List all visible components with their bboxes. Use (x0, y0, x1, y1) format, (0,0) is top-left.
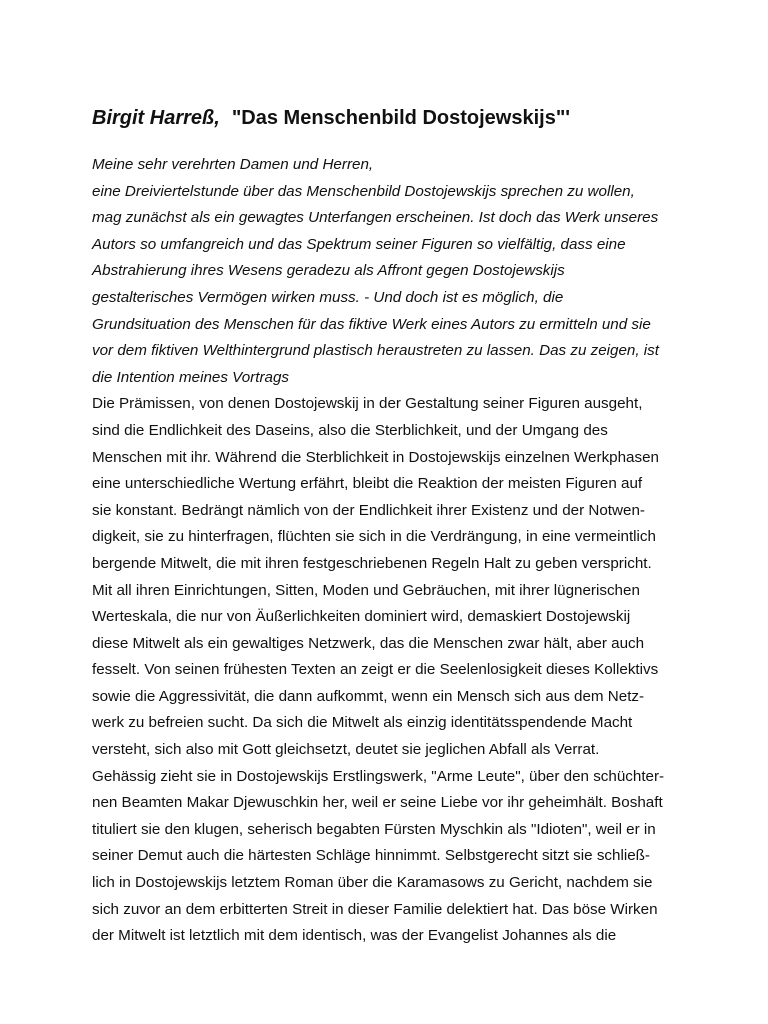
body-line: lich in Dostojewskijs letztem Roman über die Karamasows zu Gericht, nachdem sie (92, 874, 653, 892)
body-line: digkeit, sie zu hinterfragen, flüchten sie sich in die Verdrängung, in eine vermeintlich (92, 528, 656, 546)
body-line: bergende Mitwelt, die mit ihren festgeschriebenen Regeln Halt zu geben verspricht. (92, 554, 652, 572)
body-paragraph (92, 391, 692, 949)
body-line: werk zu befreien sucht. Da sich die Mitwelt als einzig identitätsspendende Macht (92, 714, 633, 732)
body-line: Werteskala, die nur von Äußerlichkeiten dominiert wird, demaskiert Dostojewskij (92, 608, 631, 626)
lecture-title: "Das Menschenbild Dostojewskijs"' (231, 107, 571, 129)
body-line: diese Mitwelt als ein gewaltiges Netzwerk, das die Menschen zwar hält, aber auch (92, 634, 645, 652)
body-line: sie konstant. Bedrängt nämlich von der Endlichkeit ihrer Existenz und der Notwen- (92, 501, 645, 519)
intro-line: die Intention meines Vortrags (92, 368, 289, 386)
body-line: seiner Demut auch die härtesten Schläge hinnimmt. Selbstgerecht sitzt sie schließ- (92, 847, 650, 865)
intro-line: Abstrahierung ihres Wesens geradezu als Affront gegen Dostojewskijs (92, 262, 565, 280)
body-line: sind die Endlichkeit des Daseins, also die Sterblichkeit, und der Umgang des (92, 421, 608, 439)
intro-line: Meine sehr verehrten Damen und Herren, (92, 156, 374, 173)
body-line: eine unterschiedliche Wertung erfährt, bleibt die Reaktion der meisten Figuren auf (92, 475, 643, 493)
body-line: der Mitwelt ist letztlich mit dem identisch, was der Evangelist Johannes als die (92, 927, 617, 945)
body-line: Die Prämissen, von denen Dostojewskij in der Gestaltung seiner Figuren ausgeht, (92, 395, 643, 413)
body-line: tituliert sie den klugen, seherisch begabten Fürsten Myschkin als "Idioten", weil er in (92, 820, 656, 838)
author-name: Birgit Harreß, (92, 107, 220, 129)
body-line: sowie die Aggressivität, die dann aufkommt, wenn ein Mensch sich aus dem Netz- (92, 687, 645, 705)
body-line: versteht, sich also mit Gott gleichsetzt, deutet sie jeglichen Abfall als Verrat. (92, 741, 600, 759)
intro-line: Autors so umfangreich und das Spektrum seiner Figuren so vielfältig, dass eine (92, 235, 626, 253)
intro-paragraph (92, 152, 692, 391)
body-line: Menschen mit ihr. Während die Sterblichkeit in Dostojewskijs einzelnen Werkphasen (92, 448, 659, 466)
body-line: fesselt. Von seinen frühesten Texten an zeigt er die Seelenlosigkeit dieses Kollektivs (92, 661, 659, 679)
intro-line: vor dem fiktiven Welthintergrund plastisch heraustreten zu lassen. Das zu zeigen, ist (92, 342, 659, 360)
intro-line: mag zunächst als ein gewagtes Unterfangen erscheinen. Ist doch das Werk unseres (92, 209, 659, 227)
intro-line: eine Dreiviertelstunde über das Menschenbild Dostojewskijs sprechen zu wollen, (92, 182, 635, 200)
body-line: Gehässig zieht sie in Dostojewskijs Erstlingswerk, "Arme Leute", über den schüchter- (92, 767, 665, 785)
body-line: nen Beamten Makar Djewuschkin her, weil er seine Liebe vor ihr geheimhält. Boshaft (92, 794, 663, 812)
intro-line: Grundsituation des Menschen für das fiktive Werk eines Autors zu ermitteln und sie (92, 315, 651, 333)
body-line: sich zuvor an dem erbitterten Streit in dieser Familie delektiert hat. Das böse Wirken (92, 900, 658, 918)
body-line: Mit all ihren Einrichtungen, Sitten, Moden und Gebräuchen, mit ihrer lügnerischen (92, 581, 640, 599)
document-title (92, 104, 692, 132)
document-page (92, 104, 692, 950)
intro-line: gestalterisches Vermögen wirken muss. - Und doch ist es möglich, die (92, 288, 564, 306)
